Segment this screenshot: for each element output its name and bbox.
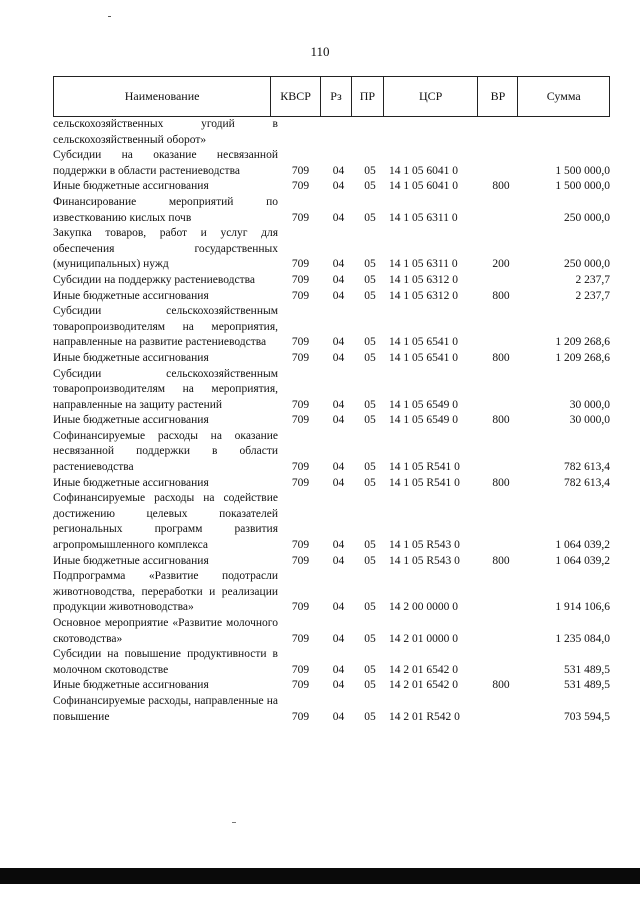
row-csr: 14 1 05 6549 0 [389, 414, 458, 427]
table-header [53, 76, 610, 117]
row-rz: 04 [332, 461, 345, 474]
row-vr: 800 [492, 414, 510, 427]
row-kvsr: 709 [291, 211, 310, 224]
row-name: сельскохозяйственных угодий в сельскохозяйственный оборот» [53, 118, 278, 146]
row-kvsr: 709 [291, 336, 310, 349]
table-row [53, 476, 610, 492]
table-row [53, 429, 610, 476]
row-kvsr: 709 [291, 601, 310, 614]
row-rz: 04 [332, 273, 345, 286]
row-vr: 800 [492, 180, 510, 193]
row-pr: 05 [364, 710, 376, 723]
row-kvsr: 709 [291, 273, 310, 286]
row-sum: 2 237,7 [575, 273, 610, 286]
row-rz: 04 [332, 554, 345, 567]
table-row [53, 367, 610, 414]
row-name: Софинансируемые расходы, направленные на повышение [53, 694, 278, 723]
row-sum: 1 209 268,6 [555, 336, 610, 349]
row-pr: 05 [364, 336, 376, 349]
row-pr: 05 [364, 273, 376, 286]
row-csr: 14 1 05 6541 0 [389, 336, 458, 349]
table-row [53, 117, 610, 148]
row-csr: 14 2 00 0000 0 [389, 601, 458, 614]
row-name: Иные бюджетные ассигнования [53, 476, 209, 489]
row-vr: 200 [492, 258, 510, 271]
table-row [53, 647, 610, 678]
table-row [53, 289, 610, 305]
row-rz: 04 [332, 289, 345, 302]
row-csr: 14 1 05 6312 0 [389, 273, 458, 286]
row-rz: 04 [332, 336, 345, 349]
table-row [53, 678, 610, 694]
row-vr: 800 [492, 351, 510, 364]
table-row [53, 304, 610, 351]
row-rz: 04 [332, 398, 345, 411]
row-sum: 782 613,4 [564, 476, 610, 489]
row-rz: 04 [332, 414, 345, 427]
row-sum: 782 613,4 [564, 461, 610, 474]
table-row [53, 554, 610, 570]
row-kvsr: 709 [291, 289, 310, 302]
row-pr: 05 [364, 414, 376, 427]
row-rz: 04 [332, 539, 345, 552]
row-pr: 05 [364, 180, 376, 193]
row-sum: 1 235 084,0 [555, 632, 610, 645]
row-rz: 04 [332, 663, 345, 676]
row-csr: 14 1 05 R541 0 [389, 461, 460, 474]
row-pr: 05 [364, 554, 376, 567]
row-kvsr: 709 [291, 710, 310, 723]
row-vr: 800 [492, 289, 510, 302]
row-rz: 04 [332, 632, 345, 645]
row-name: Иные бюджетные ассигнования [53, 289, 209, 302]
table-row [53, 569, 610, 616]
row-csr: 14 2 01 6542 0 [389, 679, 458, 692]
row-name: Финансирование мероприятий по известкованию кислых почв [53, 195, 278, 224]
row-kvsr: 709 [291, 461, 310, 474]
row-vr: 800 [492, 554, 510, 567]
row-csr: 14 2 01 R542 0 [389, 710, 460, 723]
row-kvsr: 709 [291, 414, 310, 427]
row-pr: 05 [364, 601, 376, 614]
row-sum: 531 489,5 [564, 679, 610, 692]
row-kvsr: 709 [291, 663, 310, 676]
scan-mark [108, 16, 111, 17]
row-csr: 14 1 05 6311 0 [389, 258, 458, 271]
row-name: Иные бюджетные ассигнования [53, 679, 209, 692]
row-pr: 05 [364, 258, 376, 271]
row-sum: 531 489,5 [564, 663, 610, 676]
row-csr: 14 1 05 6549 0 [389, 398, 458, 411]
row-vr: 800 [492, 476, 510, 489]
row-rz: 04 [332, 211, 345, 224]
row-csr: 14 1 05 6541 0 [389, 351, 458, 364]
row-name: Софинансируемые расходы на оказание несвязанной поддержки в области растениеводства [53, 429, 278, 474]
row-pr: 05 [364, 539, 376, 552]
row-kvsr: 709 [291, 258, 310, 271]
row-csr: 14 2 01 6542 0 [389, 663, 458, 676]
row-pr: 05 [364, 289, 376, 302]
row-rz: 04 [332, 679, 345, 692]
row-kvsr: 709 [291, 164, 310, 177]
row-rz: 04 [332, 710, 345, 723]
row-kvsr: 709 [291, 398, 310, 411]
header-rz: Рз [321, 77, 352, 116]
header-name: Наименование [54, 77, 271, 116]
row-pr: 05 [364, 632, 376, 645]
row-pr: 05 [364, 663, 376, 676]
header-csr: ЦСР [384, 77, 479, 116]
row-sum: 30 000,0 [569, 398, 610, 411]
header-vr: ВР [478, 77, 518, 116]
table-row [53, 148, 610, 179]
row-kvsr: 709 [291, 180, 310, 193]
row-kvsr: 709 [291, 351, 310, 364]
row-vr: 800 [492, 679, 510, 692]
row-kvsr: 709 [291, 679, 310, 692]
row-sum: 1 500 000,0 [555, 164, 610, 177]
row-pr: 05 [364, 211, 376, 224]
row-sum: 703 594,5 [564, 710, 610, 723]
row-rz: 04 [332, 351, 345, 364]
row-rz: 04 [332, 476, 345, 489]
row-name: Иные бюджетные ассигнования [53, 180, 209, 193]
header-kvsr: КВСР [271, 77, 321, 116]
scan-edge-bar [0, 868, 640, 884]
row-pr: 05 [364, 679, 376, 692]
page-number: 110 [310, 44, 330, 59]
table-row [53, 195, 610, 226]
table-row [53, 273, 610, 289]
row-kvsr: 709 [291, 476, 310, 489]
row-name: Закупка товаров, работ и услуг для обеспечения государственных (муниципальных) нужд [53, 227, 278, 271]
row-sum: 250 000,0 [564, 258, 610, 271]
row-name: Иные бюджетные ассигнования [53, 554, 209, 567]
row-sum: 250 000,0 [564, 211, 610, 224]
row-csr: 14 1 05 6311 0 [389, 211, 458, 224]
row-name: Субсидии на поддержку растениеводства [53, 273, 256, 286]
table-row [53, 413, 610, 429]
row-pr: 05 [364, 398, 376, 411]
row-sum: 2 237,7 [575, 289, 610, 302]
table-body [53, 117, 610, 725]
table-row [53, 491, 610, 553]
row-name: Иные бюджетные ассигнования [53, 351, 209, 364]
row-pr: 05 [364, 164, 376, 177]
table-row [53, 616, 610, 647]
row-name: Подпрограмма «Развитие подотрасли животноводства, переработки и реализации продукции животноводства» [53, 570, 278, 614]
row-name: Субсидии на повышение продуктивности в молочном скотоводстве [53, 648, 278, 676]
row-rz: 04 [332, 164, 345, 177]
row-name: Субсидии сельскохозяйственным товаропроизводителям на мероприятия, направленные на защиту растений [53, 367, 278, 411]
row-sum: 1 209 268,6 [555, 351, 610, 364]
row-csr: 14 1 05 R541 0 [389, 476, 460, 489]
row-name: Софинансируемые расходы на содействие достижению целевых показателей региональных программ развития агропромышленного комплекса [53, 492, 278, 552]
row-csr: 14 1 05 6041 0 [389, 180, 458, 193]
row-name: Основное мероприятие «Развитие молочного скотоводства» [53, 617, 278, 645]
row-csr: 14 1 05 6312 0 [389, 289, 458, 302]
row-name: Субсидии сельскохозяйственным товаропроизводителям на мероприятия, направленные на развитие растениеводства [53, 305, 278, 349]
header-sum: Сумма [546, 89, 581, 103]
row-name: Субсидии на оказание несвязанной поддержки в области растениеводства [53, 149, 278, 177]
row-csr: 14 1 05 R543 0 [389, 554, 460, 567]
row-pr: 05 [364, 476, 376, 489]
row-kvsr: 709 [291, 554, 310, 567]
row-sum: 1 064 039,2 [555, 554, 610, 567]
row-csr: 14 2 01 0000 0 [389, 632, 458, 645]
table-row [53, 351, 610, 367]
row-rz: 04 [332, 258, 345, 271]
row-pr: 05 [364, 351, 376, 364]
row-kvsr: 709 [291, 539, 310, 552]
header-pr: ПР [352, 77, 384, 116]
scan-mark [232, 822, 236, 823]
row-sum: 1 064 039,2 [555, 539, 610, 552]
row-pr: 05 [364, 461, 376, 474]
row-sum: 1 500 000,0 [555, 180, 610, 193]
row-csr: 14 1 05 6041 0 [389, 164, 458, 177]
table-row [53, 226, 610, 273]
row-kvsr: 709 [291, 632, 310, 645]
row-sum: 1 914 106,6 [555, 601, 610, 614]
row-rz: 04 [332, 180, 345, 193]
table-row [53, 179, 610, 195]
row-sum: 30 000,0 [569, 414, 610, 427]
table-row [53, 694, 610, 725]
row-name: Иные бюджетные ассигнования [53, 414, 209, 427]
row-csr: 14 1 05 R543 0 [389, 539, 460, 552]
row-rz: 04 [332, 601, 345, 614]
